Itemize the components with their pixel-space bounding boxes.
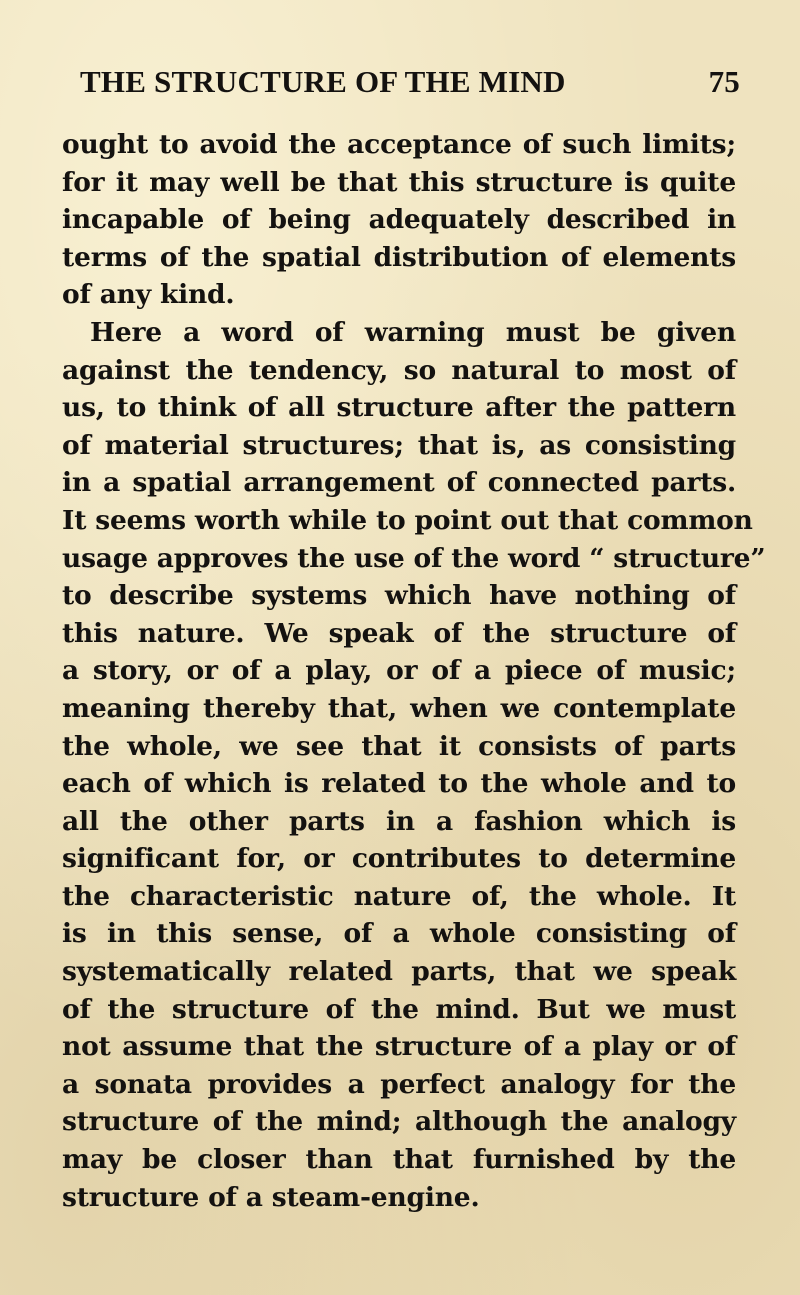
text-line: terms of the spatial distribution of elements	[62, 241, 736, 273]
text-line: meaning thereby that, when we contemplate	[62, 692, 736, 724]
text-line: of material structures; that is, as consisting	[62, 429, 736, 461]
body-text	[62, 126, 766, 1216]
text-line: systematically related parts, that we speak	[62, 956, 736, 988]
text-line: significant for, or contributes to determine	[62, 843, 736, 875]
text-line: us, to think of all structure after the pattern	[62, 392, 736, 424]
text-line: a story, or of a play, or of a piece of music;	[62, 655, 736, 687]
text-line: the whole, we see that it consists of parts	[62, 730, 736, 762]
text-line: each of which is related to the whole and to	[62, 768, 736, 800]
text-line: may be closer than that furnished by the	[62, 1144, 736, 1176]
text-line: structure of the mind; although the analogy	[62, 1106, 736, 1138]
text-line: structure of a steam-engine.	[62, 1181, 480, 1213]
text-line: this nature. We speak of the structure of	[62, 617, 736, 649]
text-line: incapable of being adequately described in	[62, 204, 736, 236]
text-line: the characteristic nature of, the whole. It	[62, 880, 736, 912]
text-line: for it may well be that this structure is quite	[62, 166, 736, 198]
text-line: to describe systems which have nothing of	[62, 580, 736, 612]
text-line: all the other parts in a fashion which is	[62, 805, 736, 837]
text-line: in a spatial arrangement of connected parts.	[62, 467, 736, 499]
page-number: 75	[708, 64, 740, 99]
running-head	[80, 64, 740, 108]
text-line: ought to avoid the acceptance of such limits;	[62, 129, 736, 160]
text-line: Here a word of warning must be given	[90, 316, 736, 348]
text-line: is in this sense, of a whole consisting of	[62, 918, 736, 950]
text-line: usage approves the use of the word “ structure”	[62, 542, 766, 574]
text-line: against the tendency, so natural to most of	[62, 354, 736, 386]
running-title: THE STRUCTURE OF THE MIND	[80, 64, 566, 99]
text-line: a sonata provides a perfect analogy for the	[62, 1068, 736, 1100]
text-line: of any kind.	[62, 279, 235, 311]
text-line: not assume that the structure of a play or of	[62, 1031, 736, 1063]
text-line: It seems worth while to point out that common	[62, 504, 753, 536]
text-line: of the structure of the mind. But we must	[62, 993, 736, 1025]
